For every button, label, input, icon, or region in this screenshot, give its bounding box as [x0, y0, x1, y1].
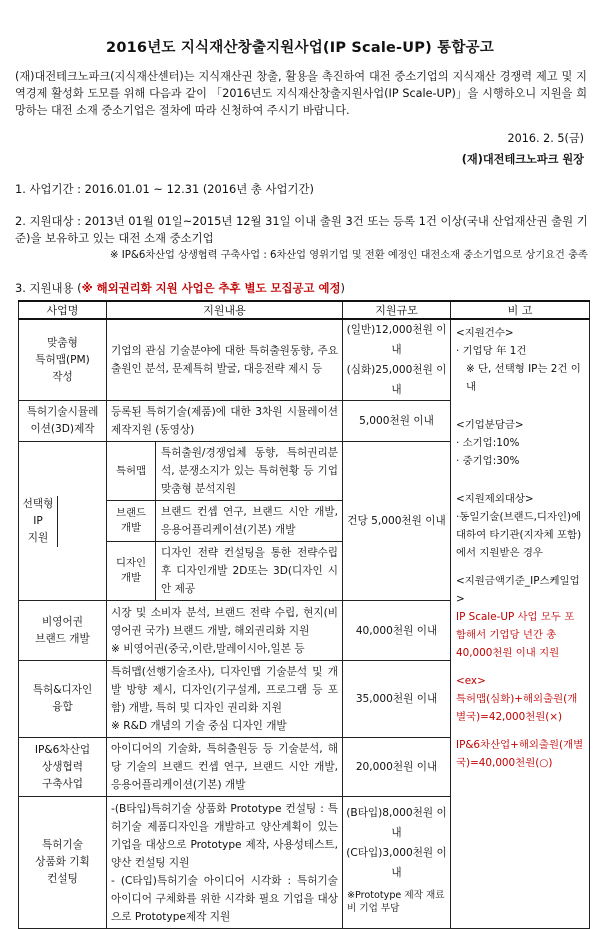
sub-name: 특허맵 — [107, 442, 156, 500]
note-limit-red: IP Scale-UP 사업 모두 포함해서 기업당 년간 총 40,000천원 이내 지원 — [456, 611, 575, 659]
program-scale: 건당 5,000천원 이내 — [343, 442, 451, 601]
note-share-2: · 중기업:30% — [456, 455, 520, 467]
section-period: 1. 사업기간 : 2016.01.01 ~ 12.31 (2016년 총 사업기간) — [15, 182, 314, 196]
program-scale: (B타입)8,000천원 이내 (C타입)3,000천원 이내 — [346, 807, 447, 879]
page-title: 2016년도 지식재산창출지원사업(IP Scale-UP) 통합공고 — [106, 40, 494, 56]
program-name: 특허기술 상품화 기획 컨설팅 — [19, 797, 107, 929]
sub-name: 디자인 개발 — [107, 542, 156, 600]
program-name: 특허기술시뮬레 이션(3D)제작 — [19, 401, 107, 442]
section-content — [15, 280, 345, 296]
program-name: 특허&디자인 융합 — [19, 661, 107, 738]
announcement-date: 2016. 2. 5(금) — [507, 132, 584, 145]
signer: (재)대전테크노파크 원장 — [461, 153, 584, 166]
program-name-group — [19, 442, 107, 601]
header-program: 사업명 — [19, 301, 107, 319]
program-name: IP&6차산업 상생협력 구축사업 — [19, 738, 107, 797]
sub-content: 특허출원/경쟁업체 동향, 특허권리분석, 분쟁소지가 있는 특허현황 등 기업 맞춤형 분석지원 — [161, 447, 338, 495]
program-name: 맞춤형 특허맵(PM) 작성 — [19, 319, 107, 401]
section-content-notice: ※ 해외권리화 지원 사업은 추후 별도 모집공고 예정 — [81, 281, 341, 295]
program-content: 등록된 특허기술(제품)에 대한 3차원 시뮬레이션 제작지원 (동영상) — [107, 401, 343, 442]
note-exclude-title: <지원제외대상> — [456, 493, 534, 505]
note-ex-1: 특허맵(심화)+해외출원(개별국)=42,000천원(×) — [456, 693, 578, 723]
program-content: -(B타입)특허기술 상품화 Prototype 컨설팅 : 특허기술 제품디자인을 개발하고 양산계획이 있는 기업을 대상으로 Prototype 제작, 사용성테스트, 양산 컨설팅 지원 - (C타입)특허기술 아이디어 시각화 : 특허기술 아이디어 구체화를 위한 시각화 필요 기업을 대상으로 Prototype제작 지원 — [107, 797, 343, 929]
section-content-label: 3. 지원내용 ( — [15, 281, 82, 295]
program-scale: 20,000천원 이내 — [343, 738, 451, 797]
note-count-title: <지원건수> — [456, 327, 514, 339]
program-scale: 5,000천원 이내 — [343, 401, 451, 442]
notes-cell — [451, 319, 590, 929]
note-exclude-1: ·동일기술(브랜드,디자인)에 대하여 타기관(지자체 포함)에서 지원받은 경우 — [456, 511, 582, 559]
note-ex-2: IP&6차산업+해외출원(개별국)=40,000천원(○) — [456, 739, 584, 769]
program-scale: 35,000천원 이내 — [343, 661, 451, 738]
program-scale-note: ※Prototype 제작 재료비 기업 부담 — [347, 890, 445, 914]
support-table — [18, 300, 590, 929]
program-scale: 40,000천원 이내 — [343, 601, 451, 661]
section-target-note: ※ IP&6차산업 상생협력 구축사업 : 6차산업 영위기업 및 전환 예정인 대전소재 중소기업으로 상기요건 충족 — [110, 250, 588, 261]
program-content: 특허맵(선행기술조사), 디자인맵 기술분석 및 개발 방향 제시, 디자인(기구설계, 프로그램 등 포함) 개발, 특허 및 디자인 권리화 지원 ※ R&D 개념의 기술 중심 디자인 개발 — [107, 661, 343, 738]
program-content — [107, 442, 343, 501]
program-content: 기업의 관심 기술분야에 대한 특허출원동향, 주요출원인 분석, 문제특허 발굴, 대응전략 제시 등 — [107, 319, 343, 401]
sub-content: 디자인 전략 컨설팅을 통한 전략수립 후 디자인개발 2D또는 3D(디자인 시안 제공 — [161, 547, 338, 595]
note-share-title: <기업분담금> — [456, 419, 524, 431]
program-content — [107, 501, 343, 542]
program-name: 선택형 IP 지원 — [19, 496, 58, 547]
sub-name: 브랜드 개발 — [107, 501, 156, 541]
program-content: 아이디어의 기술화, 특허출원등 등 기술분석, 해당 기술의 브랜드 컨셉 연구, 브랜드 시안 개발, 응용어플리케이션(기본) 개발 — [107, 738, 343, 797]
sub-content: 브랜드 컨셉 연구, 브랜드 시안 개발, 응용어플리케이션(기본) 개발 — [161, 506, 338, 536]
section-target — [15, 213, 589, 264]
header-scale: 지원규모 — [343, 301, 451, 319]
program-content — [107, 542, 343, 601]
table-header-row — [19, 301, 590, 319]
intro-paragraph: (재)대전테크노파크(지식재산센터)는 지식재산권 창출, 활용을 촉진하여 대전 중소기업의 지식재산 경쟁력 제고 및 지역경제 활성화 도모를 위해 다음과 같이 「2016년도 지식재산창출지원사업(IP Scale-UP)」을 시행하오니 지원을 희망하는 대전 소재 중소기업은 절차에 따라 신청하여 주시기 바랍니다. — [15, 70, 587, 117]
section-content-close: ) — [340, 281, 345, 295]
note-share-1: · 소기업:10% — [456, 437, 520, 449]
header-content: 지원내용 — [107, 301, 343, 319]
header-note: 비 고 — [451, 301, 590, 319]
program-scale: (일반)12,000천원 이내 (심화)25,000천원 이내 — [343, 319, 451, 401]
program-scale-cell — [343, 797, 451, 929]
section-target-text: 2. 지원대상 : 2013년 01월 01일~2015년 12월 31일 이내 출원 3건 또는 등록 1건 이상(국내 산업재산권 출원 기준)을 보유하고 있는 대전 소재 중소기업 — [15, 214, 588, 245]
note-count-1: · 기업당 年 1건 — [456, 345, 527, 357]
note-ex-title: <ex> — [456, 675, 486, 687]
note-limit-title: <지원금액기준_IP스케일업> — [456, 575, 580, 605]
program-content: 시장 및 소비자 분석, 브랜드 전략 수립, 현지(비영어권 국가) 브랜드 개발, 해외권리화 지원 ※ 비영어권(중국,이란,말레이시아,일본 등 — [107, 601, 343, 661]
program-name: 비영어권 브랜드 개발 — [19, 601, 107, 661]
table-row — [19, 319, 590, 401]
note-count-2: ※ 단, 선택형 IP는 2건 이내 — [466, 363, 581, 393]
